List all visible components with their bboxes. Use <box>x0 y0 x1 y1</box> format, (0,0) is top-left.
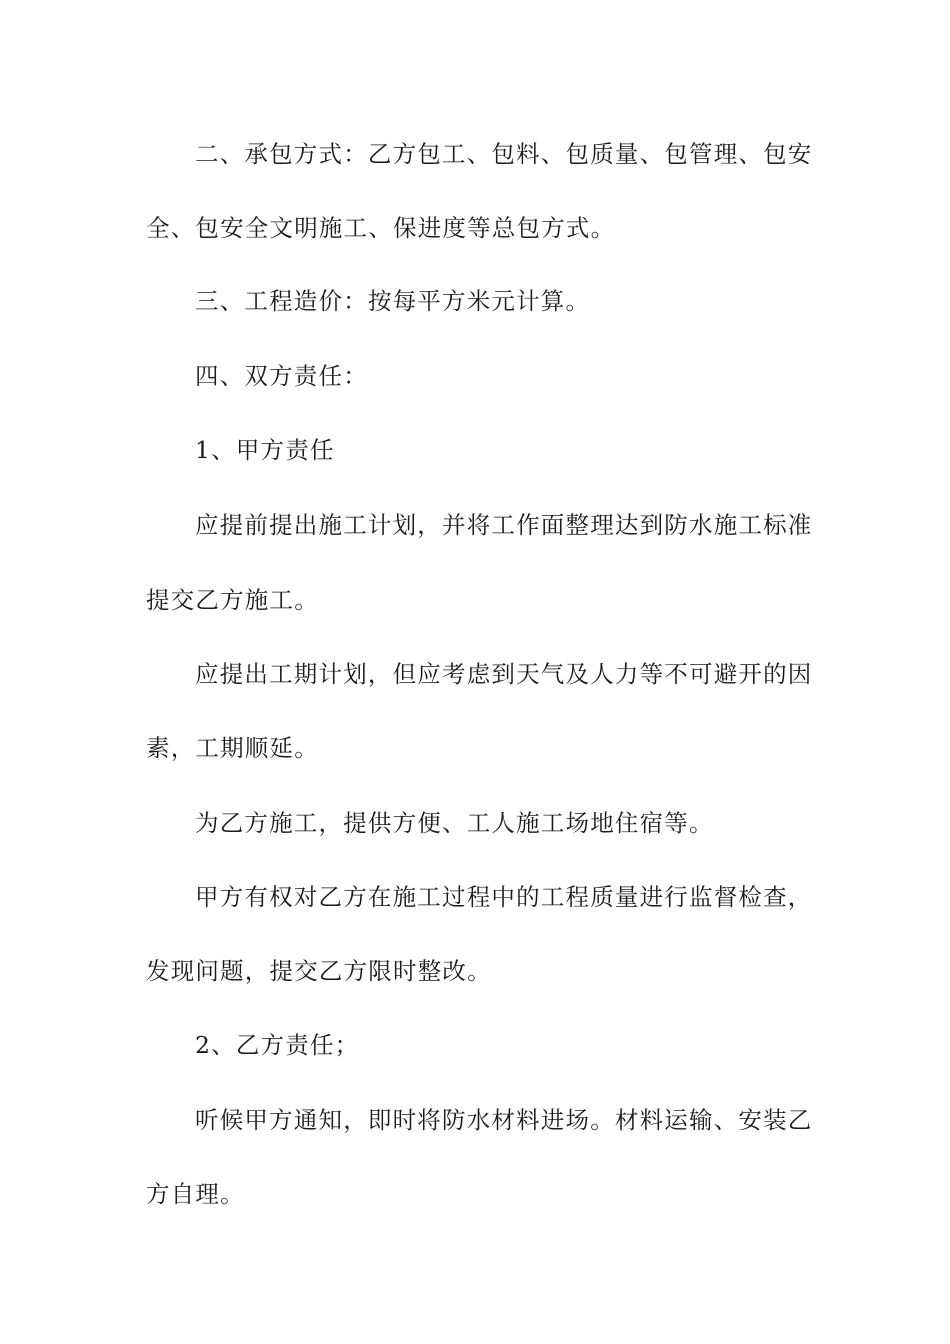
party-a-heading: 1、甲方责任 <box>195 436 335 464</box>
clause-4-heading: 四、双方责任： <box>195 362 368 390</box>
party-b-heading: 2、乙方责任； <box>195 1031 360 1059</box>
clause-3-project-cost: 三、工程造价：按每平方米元计算。 <box>195 287 591 315</box>
clause-2-continuation: 全、包安全文明施工、保进度等总包方式。 <box>146 214 616 242</box>
party-a-item-2-continuation: 素，工期顺延。 <box>146 734 319 762</box>
clause-2-contract-method: 二、承包方式：乙方包工、包料、包质量、包管理、包安 <box>195 140 813 168</box>
party-a-item-2: 应提出工期计划，但应考虑到天气及人力等不可避开的因 <box>195 660 813 688</box>
party-a-item-1-continuation: 提交乙方施工。 <box>146 586 319 614</box>
party-a-item-4: 甲方有权对乙方在施工过程中的工程质量进行监督检查， <box>195 883 813 911</box>
party-b-item-1-continuation: 方自理。 <box>146 1180 245 1208</box>
party-a-item-1: 应提前提出施工计划，并将工作面整理达到防水施工标准 <box>195 511 813 539</box>
party-b-item-1: 听候甲方通知，即时将防水材料进场。材料运输、安装乙 <box>195 1106 813 1134</box>
party-a-item-3: 为乙方施工，提供方便、工人施工场地住宿等。 <box>195 809 714 837</box>
party-a-item-4-continuation: 发现问题，提交乙方限时整改。 <box>146 957 492 985</box>
